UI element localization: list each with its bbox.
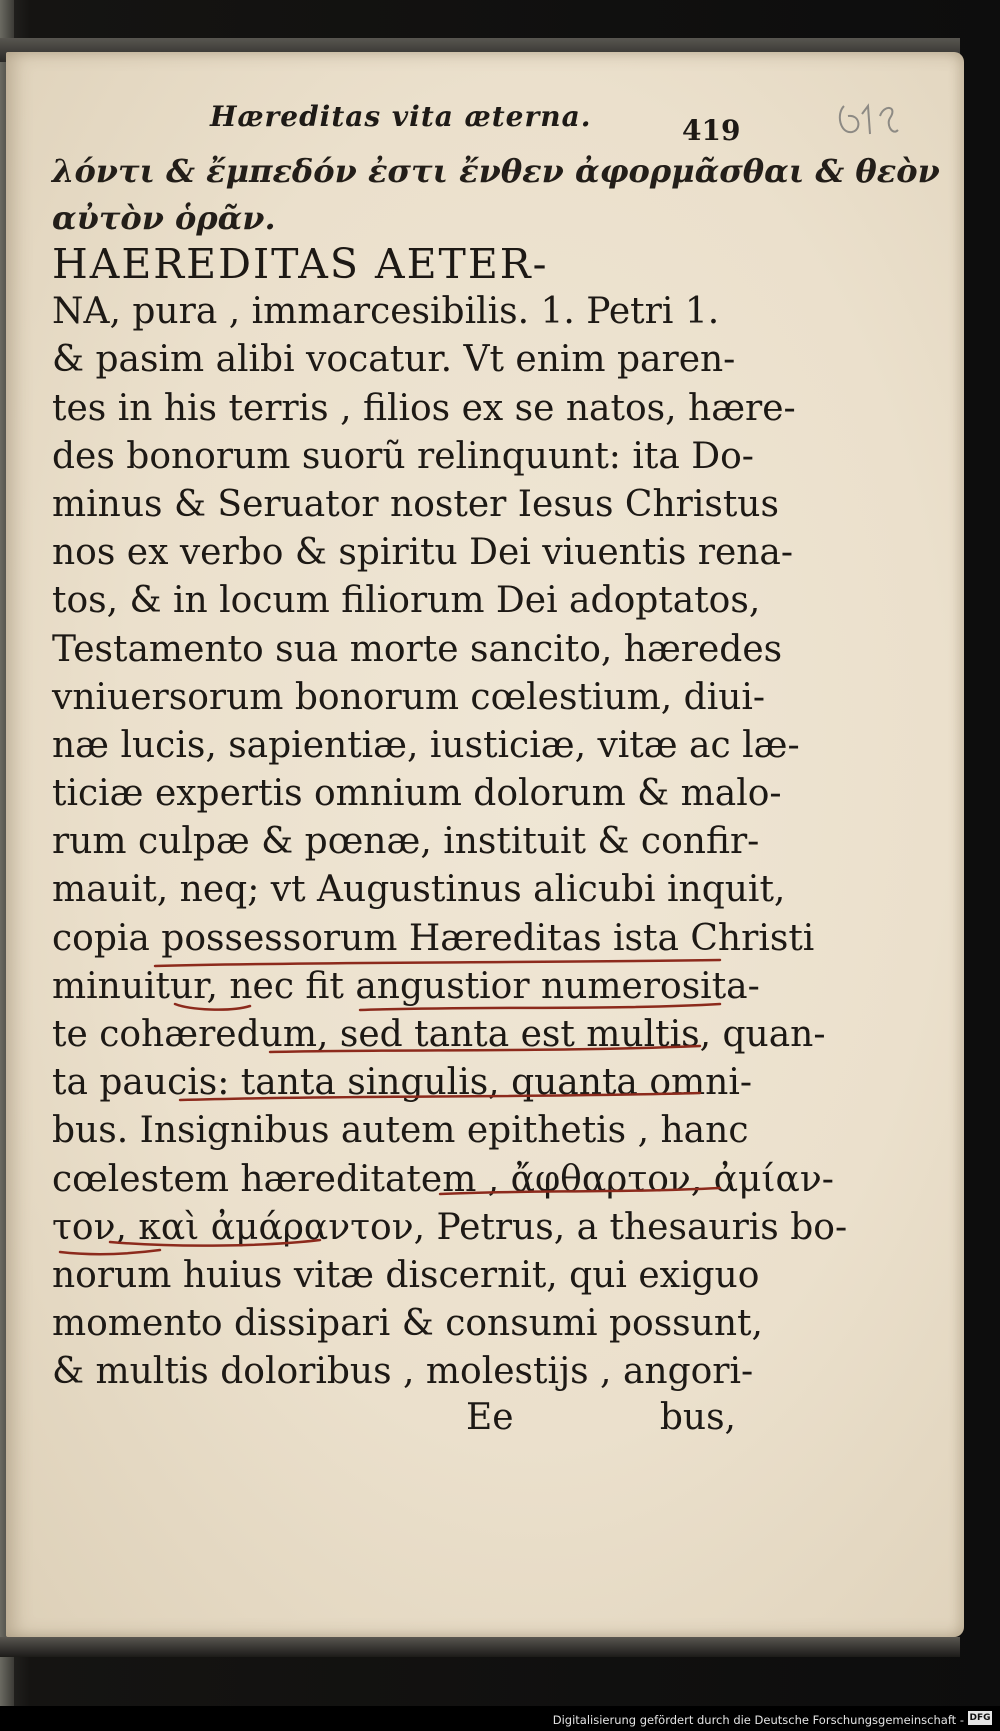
text-line: NA, pura , immarcesibilis. 1. Petri 1. bbox=[52, 291, 720, 333]
text-line: des bonorum suorũ relinquunt: ita Do- bbox=[52, 435, 754, 477]
text-line: norum huius vitæ discernit, qui exiguo bbox=[52, 1254, 760, 1296]
text-line: mauit, neq; vt Augustinus alicubi inquit, bbox=[52, 869, 786, 911]
text-line: næ lucis, sapientiæ, iusticiæ, vitæ ac læ- bbox=[52, 724, 800, 766]
text-line: cœlestem hæreditatem , ἄφθαρτον, ἀμίαν- bbox=[52, 1158, 834, 1200]
funding-credit: Digitalisierung gefördert durch die Deutsche Forschungsgemeinschaft - bbox=[552, 1713, 964, 1727]
text-line: tes in his terris , filios ex se natos, hære- bbox=[52, 387, 796, 429]
greek-intro bbox=[52, 148, 940, 242]
text-line: HAEREDITAS AETER- bbox=[52, 240, 549, 288]
text-line: minuitur, nec fit angustior numerosita- bbox=[52, 965, 760, 1007]
catchword: bus, bbox=[659, 1397, 736, 1438]
dfg-logo: DFG bbox=[969, 1713, 991, 1723]
text-line: tos, & in locum filiorum Dei adoptatos, bbox=[52, 580, 761, 622]
pencil-page-number bbox=[832, 84, 912, 144]
text-line: & pasim alibi vocatur. Vt enim paren- bbox=[52, 339, 736, 381]
text-line: τον, καὶ ἀμάραντον, Petrus, a thesauris bo- bbox=[52, 1206, 848, 1248]
catchline bbox=[466, 1397, 736, 1438]
text-line: ticiæ expertis omnium dolorum & malo- bbox=[52, 773, 782, 815]
greek-intro-line: λόντι & ἔμπεδόν ἐστι ἔνθεν ἀφορμᾶσθαι & θεὸν bbox=[52, 152, 940, 190]
text-line: & multis doloribus , molestijs , angori- bbox=[52, 1351, 754, 1393]
text-line: te cohæredum, sed tanta est multis, quan- bbox=[52, 1014, 826, 1055]
page-number: 419 bbox=[682, 114, 741, 147]
text-line: Testamento sua morte sancito, hæredes bbox=[52, 628, 783, 670]
text-line: ta paucis: tanta singulis, quanta omni- bbox=[52, 1062, 752, 1104]
signature-mark: Ee bbox=[466, 1397, 514, 1438]
text-line: bus. Insignibus autem epithetis , hanc bbox=[52, 1110, 749, 1152]
text-line: vniuersorum bonorum cœlestium, diui- bbox=[52, 676, 766, 718]
body-text bbox=[52, 240, 848, 1397]
running-title: Hæreditas vita æterna. bbox=[210, 100, 592, 133]
text-line: nos ex verbo & spiritu Dei viuentis rena- bbox=[52, 532, 794, 574]
page-bottom-edge bbox=[0, 1637, 960, 1657]
text-line: rum culpæ & pœnæ, instituit & confir- bbox=[52, 821, 760, 863]
text-line: momento dissipari & consumi possunt, bbox=[52, 1303, 763, 1345]
text-line: minus & Seruator noster Iesus Christus bbox=[52, 483, 779, 525]
greek-intro-line: αὐτὸν ὁρᾶν. bbox=[52, 199, 276, 237]
text-line: copia possessorum Hæreditas ista Christi bbox=[52, 917, 815, 959]
